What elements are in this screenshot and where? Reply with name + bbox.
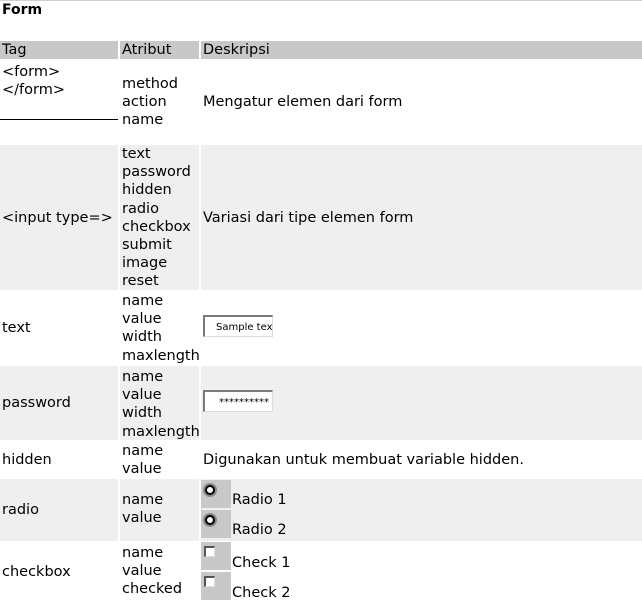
table-row-checkbox: [0, 541, 642, 603]
sample-text-input[interactable]: Sample tex: [203, 315, 273, 337]
tag-form-open: <form>: [2, 64, 61, 80]
table-row-text: [0, 290, 642, 366]
top-border: [0, 0, 642, 1]
attr-list: [122, 442, 163, 478]
attr-item: name: [122, 293, 164, 309]
tag-cell: password: [2, 394, 71, 411]
attr-item: value: [122, 311, 162, 328]
checkbox[interactable]: [201, 572, 231, 600]
attr-item: maxlength: [122, 347, 200, 364]
tag-cell: text: [2, 319, 31, 336]
checkbox-icon: [204, 576, 215, 587]
tag-cell: radio: [2, 501, 39, 518]
radio-label: Radio 1: [232, 492, 287, 508]
sample-password-input[interactable]: **********: [203, 390, 273, 412]
attr-list: [122, 145, 191, 291]
checkbox-label: Check 1: [232, 555, 291, 571]
table-row-form: [0, 59, 642, 145]
attr-item: name: [122, 112, 164, 129]
radio-label: Radio 2: [232, 522, 287, 538]
checkbox[interactable]: [201, 542, 231, 570]
attr-item: width: [122, 329, 162, 346]
attr-item: value: [122, 461, 162, 478]
table-row-input: [0, 145, 642, 290]
attr-item: checkbox: [122, 218, 191, 235]
attr-item: name: [122, 545, 164, 561]
description: Mengatur elemen dari form: [203, 93, 403, 110]
attr-item: value: [122, 563, 162, 580]
description: Digunakan untuk membuat variable hidden.: [203, 451, 524, 468]
table-row-hidden: [0, 440, 642, 479]
radio-icon: [203, 513, 217, 527]
attr-item: hidden: [122, 182, 172, 199]
attr-item: name: [122, 492, 164, 508]
attr-list: [122, 544, 182, 599]
checkbox-label: Check 2: [232, 585, 291, 601]
checkbox-icon: [204, 546, 215, 557]
attr-item: name: [122, 443, 164, 459]
attr-item: name: [122, 369, 164, 385]
radio-icon: [203, 483, 217, 497]
attr-item: maxlength: [122, 423, 200, 440]
attr-item: action: [122, 94, 167, 111]
header-tag: Tag: [2, 42, 27, 58]
tag-cell: <input type=>: [2, 209, 113, 226]
attr-item: width: [122, 405, 162, 422]
tag-cell: hidden: [2, 451, 52, 468]
attr-item: checked: [122, 581, 183, 598]
attr-list: [122, 368, 200, 441]
attr-item: submit: [122, 237, 172, 254]
tag-cell: checkbox: [2, 563, 71, 580]
attr-item: text: [122, 146, 151, 162]
description: Variasi dari tipe elemen form: [203, 209, 414, 226]
radio-button[interactable]: [201, 510, 231, 538]
table-row-password: [0, 366, 642, 440]
attr-item: password: [122, 164, 191, 181]
attr-item: value: [122, 387, 162, 404]
attr-list: [122, 491, 163, 527]
table-row-radio: [0, 479, 642, 541]
table-header: [0, 41, 642, 59]
attr-item: reset: [122, 273, 159, 290]
attr-list: [122, 292, 200, 365]
attr-list: [122, 75, 178, 130]
attr-item: method: [122, 76, 178, 92]
attr-item: value: [122, 510, 162, 527]
tag-cell: [2, 63, 65, 99]
tag-form-close: </form>: [2, 82, 65, 99]
divider: [0, 119, 118, 120]
attr-item: image: [122, 255, 168, 272]
radio-button[interactable]: [201, 480, 231, 508]
page-title: Form: [2, 2, 43, 18]
header-atribut: Atribut: [122, 42, 172, 58]
header-deskripsi: Deskripsi: [203, 42, 270, 58]
attr-item: radio: [122, 200, 159, 217]
